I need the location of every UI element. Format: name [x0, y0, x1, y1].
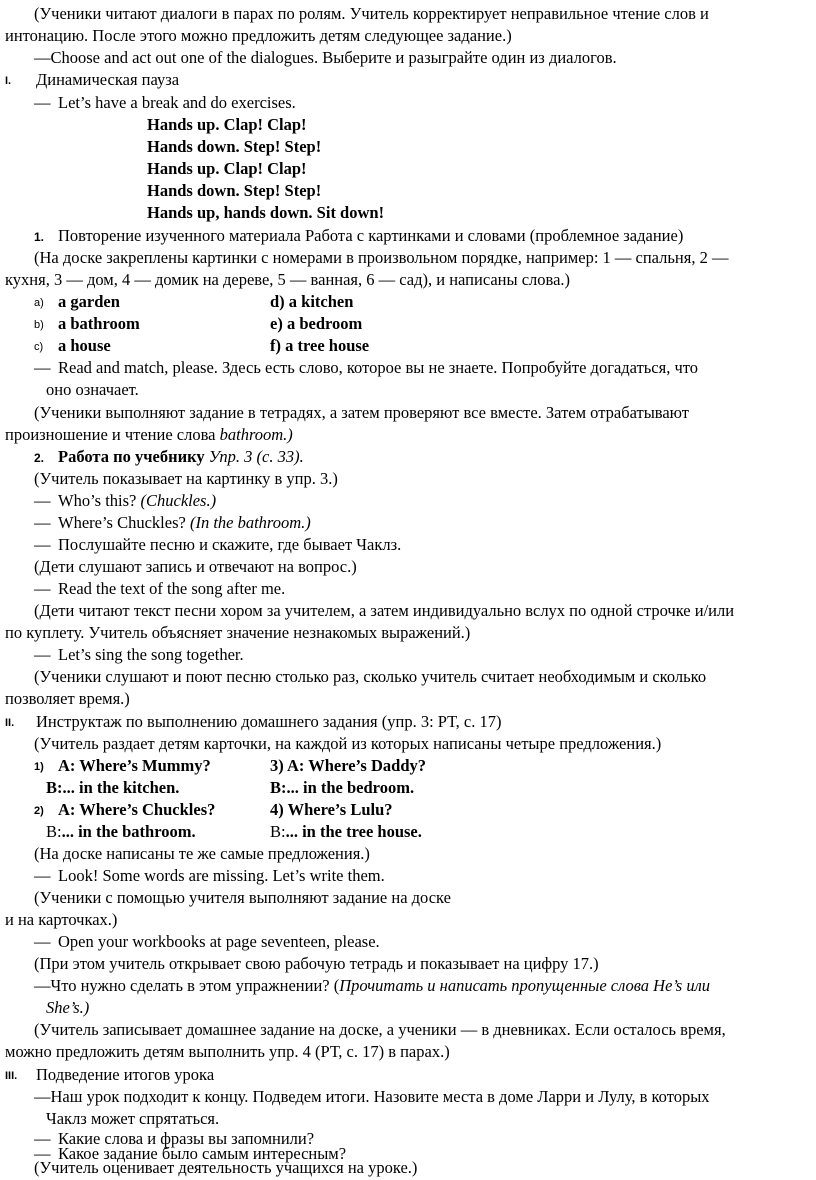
word-e: e) a bedroom — [270, 314, 363, 333]
part-1-note-4: произношение и чтение слова bathroom.) — [5, 425, 293, 444]
part-2-title: Работа по учебнику Упр. 3 (с. 33). — [58, 447, 304, 466]
part-2-line-11: позволяет время.) — [5, 689, 130, 708]
part-2-line-6: — Read the text of the song after me. — [34, 579, 286, 598]
chant-line-2: Hands down. Step! Step! — [147, 137, 322, 156]
chant-line-5: Hands up, hands down. Sit down! — [147, 203, 385, 222]
section-3-line-1: —Наш урок подходит к концу. Подведем итоги. Назовите места в доме Ларри и Лулу, в которых — [34, 1087, 710, 1106]
chant-line-1: Hands up. Clap! Clap! — [147, 115, 307, 134]
word-c: a house — [58, 336, 111, 355]
section-2-line-6: — Open your workbooks at page seventeen, please. — [34, 932, 380, 951]
answer-4: B:... in the tree house. — [270, 822, 422, 841]
section-2-line-1: (Учитель раздает детям карточки, на каждой из которых написаны четыре предложения.) — [34, 734, 662, 753]
question-2: A: Where’s Chuckles? — [58, 800, 216, 819]
part-2-line-9: — Let’s sing the song together. — [34, 645, 244, 664]
section-2-line-8: —Что нужно сделать в этом упражнении? (Прочитать и написать пропущенные слова He’s или — [34, 976, 711, 995]
section-2-line-3: — Look! Some words are missing. Let’s write them. — [34, 866, 385, 885]
section-3-line-3: — Какие слова и фразы вы запомнили? — [34, 1129, 315, 1148]
part-2-line-10: (Ученики слушают и поют песню столько раз, сколько учитель считает необходимым и сколько — [34, 667, 707, 686]
question-1: A: Where’s Mummy? — [58, 756, 211, 775]
part-1-instruction-1: — Read and match, please. Здесь есть слово, которое вы не знаете. Попробуйте догадаться, что — [34, 358, 699, 377]
section-2-line-2: (На доске написаны те же самые предложения.) — [34, 844, 370, 863]
part-1-instruction-2: оно означает. — [46, 380, 139, 399]
section-1-instruction: — Let’s have a break and do exercises. — [34, 93, 296, 112]
part-2-line-7: (Дети читают текст песни хором за учителем, а затем индивидуально вслух по одной строчке и/или — [34, 601, 735, 620]
question-3: 3) A: Where’s Daddy? — [270, 756, 426, 775]
part-2-line-8: по куплету. Учитель объясняет значение незнакомых выражений.) — [5, 623, 471, 642]
section-2-line-7: (При этом учитель открывает свою рабочую тетрадь и показывает на цифру 17.) — [34, 954, 599, 973]
section-2-line-10: (Учитель записывает домашнее задание на доске, а ученики — в дневниках. Если осталось время, — [34, 1020, 726, 1039]
section-2-line-4: (Ученики с помощью учителя выполняют задание на доске — [34, 888, 451, 907]
chant-line-3: Hands up. Clap! Clap! — [147, 159, 307, 178]
section-3-line-4: — Какое задание было самым интересным? — [34, 1144, 347, 1163]
word-f: f) a tree house — [270, 336, 370, 355]
part-2-line-2: — Who’s this? (Chuckles.) — [34, 491, 217, 510]
answer-2: B:... in the bathroom. — [46, 822, 196, 841]
section-2-title: Инструктаж по выполнению домашнего задания (упр. 3: РТ, с. 17) — [36, 712, 502, 731]
part-1-note-1: (На доске закреплены картинки с номерами в произвольном порядке, например: 1 — спальня, 2 — — [34, 248, 729, 267]
section-1-title: Динамическая пауза — [36, 70, 180, 89]
section-3-title: Подведение итогов урока — [36, 1065, 215, 1084]
part-2-line-4: — Послушайте песню и скажите, где бывает Чаклз. — [34, 535, 402, 554]
part-1-title: Повторение изученного материала Работа с картинками и словами (проблемное задание) — [58, 226, 684, 245]
document-page: (Ученики читают диалоги в парах по ролям. Учитель корректирует неправильное чтение слов и интонацию. После этого можно предложить детям следующее задание.) —Choose and act out one of the dialogues. Выберите и разыграйте один из диалогов. I. Динамическая пауза — Let’s have a break and do exercises. Hands up. Clap! Clap! Hands down. Step! Step! Hands up. Clap! Clap! Hands down. Step! Step! Hands up, hands down. Sit down! 1. Повторение изученного материала Работа с картинками и словами (проблемное задание) (На доске закреплены картинки с номерами в произвольном порядке, например: 1 — спальня, 2 — кухня, 3 — дом, 4 — домик на дереве, 5 — ванная, 6 — сад), и написаны слова.) a) a garden d) a kitchen b) a bathroom e) a bedroom c) a house f) a tree house — Read and match, please. Здесь есть слово, которое вы не знаете. Попробуйте догадаться, что оно означает. (Ученики выполняют задание в тетрадях, а затем проверяют все вместе. Затем отрабатывают произношение и чтение слова bathroom.) 2. Работа по учебнику Упр. 3 (с. 33). (Учитель показывает на картинку в упр. 3.) — Who’s this? (Chuckles.) — Where’s Chuckles? (In the bathroom.) — Послушайте песню и скажите, где бывает Чаклз. (Дети слушают запись и отвечают на вопрос.) — Read the text of the song after me. (Дети читают текст песни хором за учителем, а затем индивидуально вслух по одной строчке и/или по куплету. Учитель объясняет значение незнакомых выражений.) — Let’s sing the song together. (Ученики слушают и поют песню столько раз, сколько учитель считает необходимым и сколько позволяет время.) II. Инструктаж по выполнению домашнего задания (упр. 3: РТ, с. 17) (Учитель раздает детям карточки, на каждой из которых написаны четыре предложения.) 1) A: Where’s Mummy? 3) A: Where’s Daddy? B:... in the kitchen. B:... in the bedroom. 2) A: Where’s Chuckles? 4) Where’s Lulu? B:... in the bathroom. B:... in the tree house. (На доске написаны те же самые предложения.) — Look! Some words are missing. Let’s write them. (Ученики с помощью учителя выполняют задание на доске и на карточках.) — Open your workbooks at page seventeen, please. (При этом учитель открывает свою рабочую тетрадь и показывает на цифру 17.) —Что нужно сделать в этом упражнении? (Прочитать и написать пропущенные слова He’s или She’s.) (Учитель записывает домашнее задание на доске, а ученики — в дневниках. Если осталось время, можно предложить детям выполнить упр. 4 (РТ, с. 17) в парах.) III. Подведение итогов урока —Наш урок подходит к концу. Подведем итоги. Назовите места в доме Ларри и Лулу, в которых Чаклз может спрятаться. — Какие слова и фразы вы запомнили? — Какое задание было самым интересным? (Учитель оценивает деятельность учащихся на уроке.) — [5, 4, 735, 1177]
intro-line-2: интонацию. После этого можно предложить детям следующее задание.) — [5, 26, 512, 45]
part-2-line-1: (Учитель показывает на картинку в упр. 3.) — [34, 469, 338, 488]
part-2-line-5: (Дети слушают запись и отвечают на вопрос.) — [34, 557, 357, 576]
section-3-line-5: (Учитель оценивает деятельность учащихся на уроке.) — [34, 1158, 418, 1177]
section-2-line-5: и на карточках.) — [5, 910, 118, 929]
part-1-note-3: (Ученики выполняют задание в тетрадях, а затем проверяют все вместе. Затем отрабатывают — [34, 403, 689, 422]
word-b: a bathroom — [58, 314, 140, 333]
part-1-note-2: кухня, 3 — дом, 4 — домик на дереве, 5 — ванная, 6 — сад), и написаны слова.) — [5, 270, 571, 289]
intro-line-3: —Choose and act out one of the dialogues. Выберите и разыграйте один из диалогов. — [34, 48, 617, 67]
section-3-line-2: Чаклз может спрятаться. — [46, 1109, 220, 1128]
chant-line-4: Hands down. Step! Step! — [147, 181, 322, 200]
answer-1: B:... in the kitchen. — [46, 778, 180, 797]
word-d: d) a kitchen — [270, 292, 354, 311]
intro-line-1: (Ученики читают диалоги в парах по ролям. Учитель корректирует неправильное чтение слов и — [34, 4, 709, 23]
part-2-line-3: — Where’s Chuckles? (In the bathroom.) — [34, 513, 311, 532]
section-2-line-11: можно предложить детям выполнить упр. 4 (РТ, с. 17) в парах.) — [5, 1042, 450, 1061]
section-2-line-9: She’s.) — [46, 998, 90, 1017]
question-4: 4) Where’s Lulu? — [270, 800, 393, 819]
word-a: a garden — [58, 292, 120, 311]
answer-3: B:... in the bedroom. — [270, 778, 415, 797]
